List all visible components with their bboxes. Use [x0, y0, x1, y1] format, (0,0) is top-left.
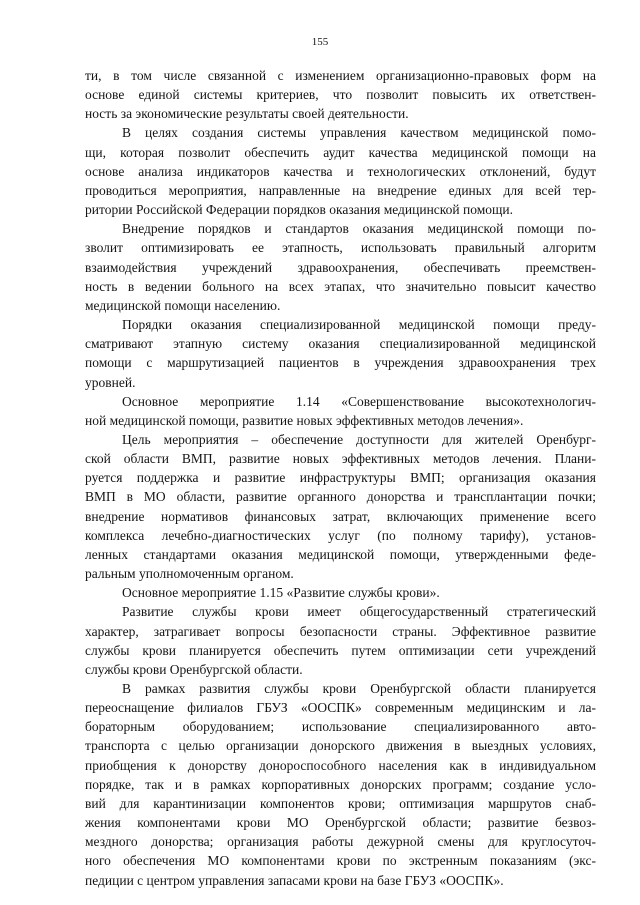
text-line: комплекса лечебно-диагностических услуг (по полному тарифу), установ-	[85, 527, 596, 543]
text-line: порядке, так и в рамках корпоративных донорских программ; создание усло-	[85, 776, 596, 792]
text-line: ного обеспечения МО компонентами крови по экстренным показаниям (экс-	[85, 853, 596, 869]
text-line: ность в ведении больного на всех этапах, что значительно повысит качество	[85, 278, 596, 294]
text-line: медицинской помощи населению.	[85, 297, 281, 313]
text-line: ной медицинской помощи, развитие новых эффективных методов лечения».	[85, 412, 524, 428]
text-line: взаимодействия учреждений здравоохранения, обеспечивать преемствен-	[85, 259, 596, 275]
text-line: ской области ВМП, развитие новых эффективных методов лечения. Плани-	[85, 451, 596, 467]
text-line: бораторным оборудованием; использование специализированного авто-	[85, 719, 596, 735]
document-body	[85, 66, 596, 890]
text-line: уровней.	[85, 374, 136, 390]
text-line: характер, затрагивает вопросы безопасности страны. Эффективное развитие	[85, 623, 596, 639]
text-line: ленных стандартами оказания медицинской помощи, утвержденными феде-	[85, 546, 596, 562]
paragraph	[85, 602, 596, 679]
text-line: руется поддержка и развитие инфраструктуры ВМП; организация оказания	[85, 470, 596, 486]
text-line: переоснащение филиалов ГБУЗ «ООСПК» современным медицинским и ла-	[85, 700, 596, 716]
text-line: ти, в том числе связанной с изменением организационно-правовых форм на	[85, 68, 596, 83]
paragraph	[85, 430, 596, 583]
text-line: основе анализа индикаторов качества и технологических отклонений, будут	[85, 163, 596, 179]
text-line: жения компонентами крови МО Оренбургской области; развитие безвоз-	[85, 815, 596, 831]
text-line: щи, которая позволит обеспечить аудит качества медицинской помощи на	[85, 144, 596, 160]
paragraph	[85, 219, 596, 315]
paragraph	[85, 583, 596, 602]
text-line: педиции с центром управления запасами крови на базе ГБУЗ «ООСПК».	[85, 872, 504, 888]
text-line: мездного донорства; организация работы дежурной смены для круглосуточ-	[85, 834, 596, 850]
text-line: проводиться мероприятия, направленные на внедрение единых для всей тер-	[85, 182, 596, 198]
text-line: сматривают этапную систему оказания специализированной медицинской	[85, 336, 596, 352]
paragraph	[85, 679, 596, 890]
text-line: помощи с маршрутизацией пациентов в учреждения здравоохранения трех	[85, 355, 596, 371]
text-line: зволит оптимизировать ее этапность, использовать правильный алгоритм	[85, 240, 596, 256]
text-line: Основное мероприятие 1.15 «Развитие службы крови».	[122, 585, 440, 601]
page-number: 155	[311, 36, 329, 48]
text-line: Цель мероприятия – обеспечение доступности для жителей Оренбург-	[122, 431, 596, 447]
text-line: вий для карантинизации компонентов крови; оптимизация маршрутов снаб-	[85, 795, 596, 811]
text-line: ВМП в МО области, развитие органного донорства и трансплантации почки;	[85, 489, 596, 505]
paragraph	[85, 123, 596, 219]
text-line: приобщения к донорству донороспособного населения как в индивидуальном	[85, 757, 596, 773]
text-line: Внедрение порядков и стандартов оказания медицинской помощи по-	[122, 221, 596, 237]
paragraph	[85, 392, 596, 430]
text-line: службы крови Оренбургской области.	[85, 661, 303, 677]
text-line: ритории Российской Федерации порядков оказания медицинской помощи.	[85, 202, 514, 218]
text-line: Развитие службы крови имеет общегосударственный стратегический	[122, 604, 596, 620]
text-line: ральным уполномоченным органом.	[85, 566, 294, 582]
text-line: транспорта с целью организации донорского движения в выездных условиях,	[85, 738, 596, 754]
text-line: внедрение нормативов финансовых затрат, включающих применение всего	[85, 508, 596, 524]
text-line: Основное мероприятие 1.14 «Совершенствование высокотехнологич-	[122, 393, 596, 409]
paragraph	[85, 66, 596, 123]
text-line: Порядки оказания специализированной медицинской помощи преду-	[122, 317, 596, 333]
text-line: ность за экономические результаты своей деятельности.	[85, 106, 409, 122]
paragraph	[85, 315, 596, 392]
text-line: В целях создания системы управления качеством медицинской помо-	[122, 125, 596, 141]
text-line: В рамках развития службы крови Оренбургской области планируется	[122, 681, 596, 696]
text-line: основе единой системы критериев, что позволит повысить их ответствен-	[85, 87, 596, 103]
text-line: службы крови планируется обеспечить путем оптимизации сети учреждений	[85, 642, 596, 658]
